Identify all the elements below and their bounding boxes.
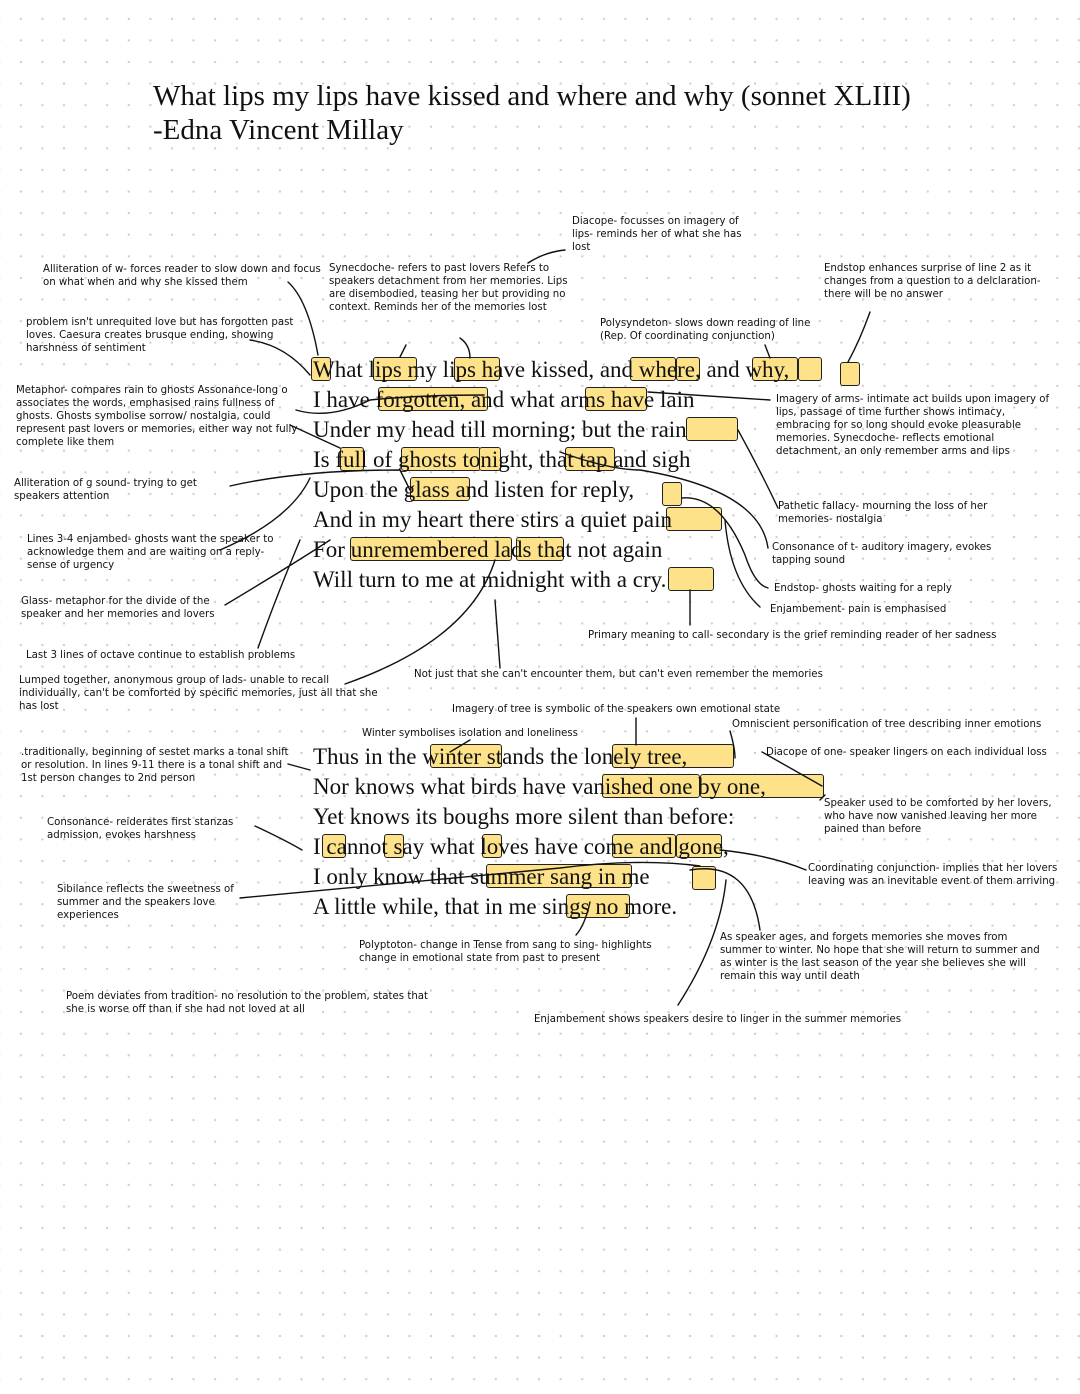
note-enjambement-pain: Enjambement- pain is emphasised bbox=[770, 604, 947, 615]
note-alliteration-g: Alliteration of g sound- trying to get speakers attention bbox=[14, 478, 197, 502]
poem-line-13: I only know that summer sang in me bbox=[313, 864, 650, 889]
poem-line-10: Nor knows what birds have vanished one by one, bbox=[313, 774, 766, 799]
poem-line-12: I cannot say what loves have come and gone, bbox=[313, 834, 729, 859]
note-deviates: Poem deviates from tradition- no resolution to the problem, states that she is worse off than if she had not loved at all bbox=[66, 991, 429, 1015]
note-diacope-lips: Diacope- focusses on imagery of lips- reminds her of what she has lost bbox=[572, 216, 742, 253]
note-enjambement-summer: Enjambement shows speakers desire to linger in the summer memories bbox=[534, 1014, 902, 1025]
poem-line-14: A little while, that in me sings no more. bbox=[313, 894, 678, 919]
note-sibilance: Sibilance reflects the sweetness of summer and the speakers love experiences bbox=[57, 884, 234, 921]
note-pathetic-fallacy: Pathetic fallacy- mourning the loss of her memories- nostalgia bbox=[778, 501, 988, 525]
note-coordinating: Coordinating conjunction- implies that her lovers leaving was an inevitable event of them arriving bbox=[808, 863, 1058, 887]
note-omniscient: Omniscient personification of tree describing inner emotions bbox=[732, 719, 1042, 730]
note-diacope-one: Diacope of one- speaker lingers on each individual loss bbox=[766, 747, 1047, 758]
poem-line-7: For unremembered lads that not again bbox=[313, 537, 663, 562]
note-consonance-t: Consonance of t- auditory imagery, evokes tapping sound bbox=[772, 542, 992, 566]
poem-line-4: Is full of ghosts tonight, that tap and sigh bbox=[313, 447, 691, 472]
note-traditionally: .traditionally, beginning of sestet marks a tonal shift or resolution. In lines 9-11 there is a tonal shift and 1st person changes to 2nd person bbox=[21, 747, 289, 784]
note-polyptoton: Polyptoton- change in Tense from sang to sing- highlights change in emotional state from past to present bbox=[359, 940, 652, 964]
poem-line-6: And in my heart there stirs a quiet pain bbox=[313, 507, 672, 532]
poem-line-1: What lips my lips have kissed, and where, and why, bbox=[313, 357, 790, 382]
note-endstop-surprise: Endstop enhances surprise of line 2 as it changes from a question to a delclaration- there will be no answer bbox=[824, 263, 1041, 300]
note-problem-caesura: problem isn't unrequited love but has forgotten past loves. Caesura creates brusque ending, showing harshness of sentiment bbox=[26, 317, 294, 354]
poem-line-2: I have forgotten, and what arms have lain bbox=[313, 387, 695, 412]
note-consonance-reiterates: Consonance- reiderates first stanzas admission, evokes harshness bbox=[47, 817, 234, 841]
poem-line-5: Upon the glass and listen for reply, bbox=[313, 477, 635, 502]
note-lines-enjambed: Lines 3-4 enjambed- ghosts want the speaker to acknowledge them and are waiting on a reply- sense of urgency bbox=[27, 534, 274, 571]
page-title: What lips my lips have kissed and where and why (sonnet XLIII) bbox=[153, 80, 911, 112]
note-speaker-comforted: Speaker used to be comforted by her lovers, who have now vanished leaving her more pained than before bbox=[824, 798, 1052, 835]
note-last-3-lines: Last 3 lines of octave continue to establish problems bbox=[26, 650, 296, 661]
poem-line-3: Under my head till morning; but the rain bbox=[313, 417, 687, 442]
note-glass-metaphor: Glass- metaphor for the divide of the speaker and her memories and lovers bbox=[21, 596, 215, 620]
note-alliteration-w: Alliteration of w- forces reader to slow down and focus on what when and why she kissed them bbox=[43, 264, 321, 288]
note-synecdoche-lips: Synecdoche- refers to past lovers Refers to speakers detachment from her memories. Lips are disembodied, teasing her but providing no context. Reminds her of the memories lost bbox=[329, 263, 568, 313]
note-imagery-arms: Imagery of arms- intimate act builds upon imagery of lips, passage of time further shows intimacy, embracing for so long should evoke pleasurable memories. Synecdoche- reflects emotional detachment, an only remember arms and lips bbox=[776, 394, 1050, 457]
author-line: -Edna Vincent Millay bbox=[153, 114, 404, 146]
note-imagery-tree: Imagery of tree is symbolic of the speakers own emotional state bbox=[452, 704, 781, 715]
note-not-just: Not just that she can't encounter them, but can't even remember the memories bbox=[414, 669, 823, 680]
note-speaker-ages: As speaker ages, and forgets memories she moves from summer to winter. No hope that she will return to summer and as winter is the last season of the year she believes she will remain this way until death bbox=[720, 932, 1040, 982]
note-winter-symbolises: Winter symbolises isolation and loneliness bbox=[362, 728, 578, 739]
poem-line-9: Thus in the winter stands the lonely tree, bbox=[313, 744, 688, 769]
note-endstop-ghosts: Endstop- ghosts waiting for a reply bbox=[774, 583, 952, 594]
note-lumped-together: Lumped together, anonymous group of lads- unable to recall individually, can't be comforted by specific memories, just all that she has lost bbox=[19, 675, 378, 712]
note-metaphor-rain: Metaphor- compares rain to ghosts Assonance-long o associates the words, emphasised rains fullness of ghosts. Ghosts symbolise sorrow/ nostalgia, could represent past lovers or memories, either way not fully complete like them bbox=[16, 385, 298, 448]
poem-line-11: Yet knows its boughs more silent than before: bbox=[313, 804, 735, 829]
poem-line-8: Will turn to me at midnight with a cry. bbox=[313, 567, 667, 592]
note-polysyndeton: Polysyndeton- slows down reading of line (Rep. Of coordinating conjunction) bbox=[600, 318, 811, 342]
note-primary-meaning: Primary meaning to call- secondary is the grief reminding reader of her sadness bbox=[588, 630, 997, 641]
